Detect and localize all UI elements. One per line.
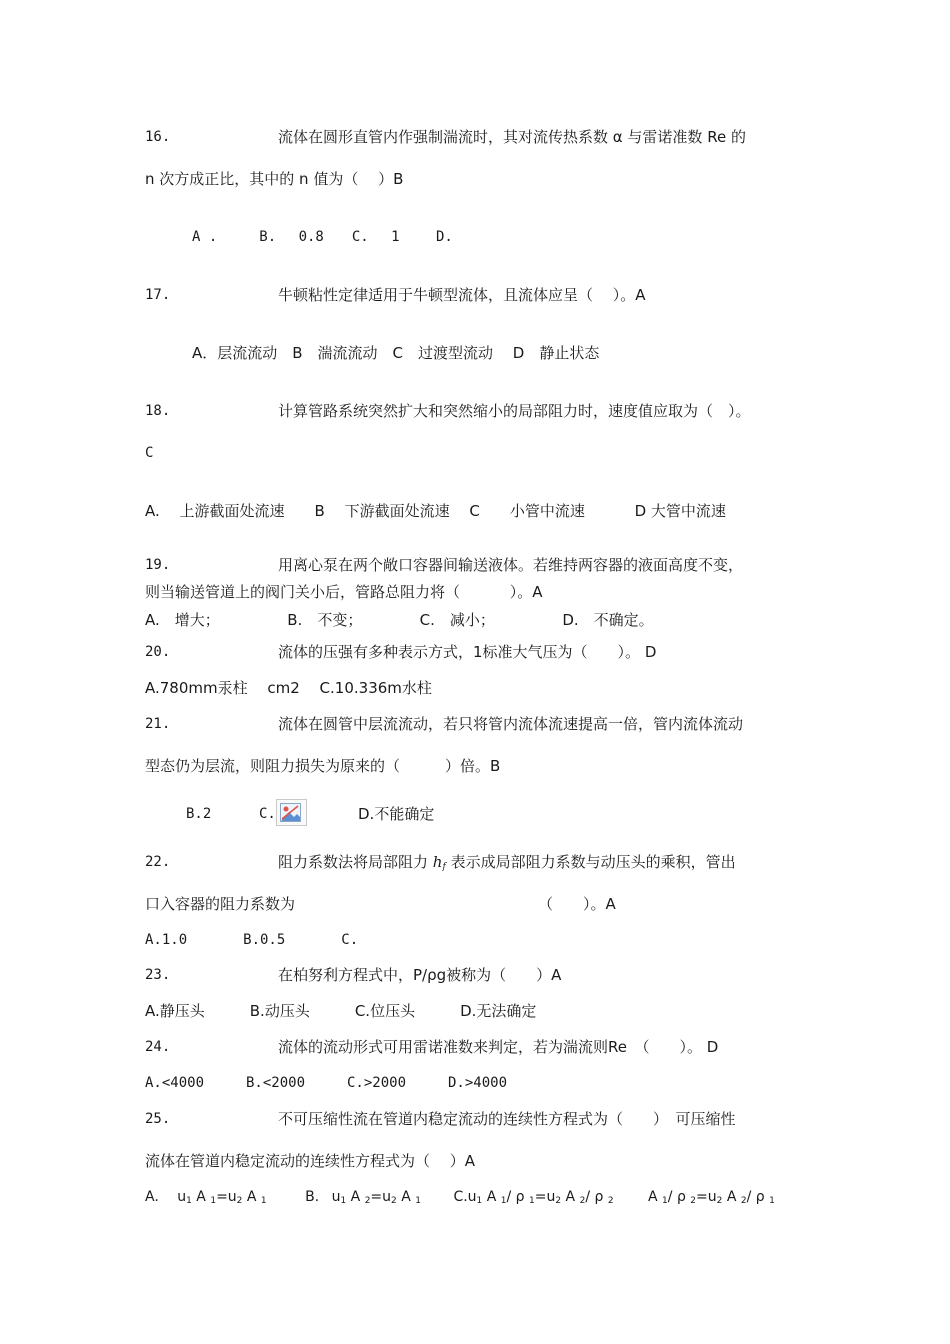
q19-line1: 用离心泵在两个敞口容器间输送液体。若维持两容器的液面高度不变，: [278, 556, 744, 574]
q18-number: 18.: [145, 403, 171, 419]
q17-number: 17.: [145, 287, 171, 303]
q21-option-c: C.: [259, 806, 276, 822]
q25-formula-a: $u_1$ A $_1=u_2$ A $_1$: [177, 1189, 267, 1206]
q21-option-b: B.2: [186, 806, 212, 822]
q23-line1: 在柏努利方程式中，P/ρg被称为（ ）A: [278, 966, 562, 984]
broken-image-icon: [276, 799, 307, 826]
q24-line1: 流体的流动形式可用雷诺准数来判定，若为湍流则Re （ ）。 D: [278, 1038, 719, 1056]
q18-line1: 计算管路系统突然扩大和突然缩小的局部阻力时，速度值应取为（ ）。: [278, 402, 751, 420]
q24-options: A.<4000 B.<2000 C.>2000 D.>4000: [145, 1075, 508, 1091]
q16-number: 16.: [145, 129, 171, 145]
q16-options: A . B. 0.8 C. 1 D.: [192, 229, 453, 245]
q22-answer: （ ）。A: [538, 895, 616, 913]
q21-line1: 流体在圆管中层流流动，若只将管内流体流速提高一倍，管内流体流动: [278, 715, 744, 733]
q25-option-b: B.: [305, 1189, 320, 1205]
q25-formula-d: A $_1$/ ρ $_2=u_2$ A $_2$/ ρ $_1$: [648, 1189, 775, 1206]
q22-hf-var: [433, 853, 446, 871]
q17-options: A．层流流动 B 湍流流动 C 过渡型流动 D 静止状态: [192, 344, 600, 362]
q19-line2: 则当输送管道上的阀门关小后，管路总阻力将（ ）。A: [145, 583, 543, 601]
q23-number: 23.: [145, 967, 171, 983]
q23-options: A.静压头 B.动压头 C.位压头 D.无法确定: [145, 1002, 537, 1020]
q22-line2: 口入容器的阻力系数为: [145, 895, 296, 913]
q20-options: A.780mm汞柱 cm2 C.10.336m水柱: [145, 679, 432, 697]
q22-line1-pre: 阻力系数法将局部阻力: [278, 853, 429, 871]
q25-formula-b: $u_1$ A $_2=u_2$ A $_1$: [331, 1189, 421, 1206]
q17-line1: 牛顿粘性定律适用于牛顿型流体，且流体应呈（ ）。A: [278, 286, 646, 304]
q21-number: 21.: [145, 716, 171, 732]
q22-h: h: [432, 853, 443, 871]
q22-hf-sub: f: [442, 862, 446, 872]
q16-line2: n 次方成正比，其中的 n 值为（ ）B: [145, 170, 404, 188]
q20-line1: 流体的压强有多种表示方式，1标准大气压为（ ）。 D: [278, 643, 657, 661]
q16-line1: 流体在圆形直管内作强制湍流时，其对流传热系数 α 与雷诺准数 Re 的: [278, 128, 746, 146]
q24-number: 24.: [145, 1039, 171, 1055]
q21-option-d: D.不能确定: [358, 805, 435, 823]
q18-line2: C: [145, 445, 154, 461]
q20-number: 20.: [145, 644, 171, 660]
q25-option-c: C.: [453, 1189, 468, 1205]
q22-number: 22.: [145, 854, 171, 870]
q25-number: 25.: [145, 1111, 171, 1127]
q22-line1: [278, 852, 736, 877]
q22-line1-post: 表示成局部阻力系数与动压头的乘积，管出: [450, 853, 736, 871]
q19-options: A. 增大； B. 不变； C. 减小； D. 不确定。: [145, 611, 654, 629]
q25-options: [145, 1187, 775, 1211]
q18-options: A. 上游截面处流速 B 下游截面处流速 C 小管中流速 D 大管中流速: [145, 502, 726, 520]
q25-formula-c: $u_1$ A $_1$/ ρ $_1=u_2$ A $_2$/ ρ $_2$: [467, 1189, 614, 1206]
q25-line1: 不可压缩性流在管道内稳定流动的连续性方程式为（ ） 可压缩性: [278, 1110, 736, 1128]
q19-number: 19.: [145, 557, 171, 573]
q25-line2: 流体在管道内稳定流动的连续性方程式为（ ）A: [145, 1152, 476, 1170]
q22-options: A.1.0 B.0.5 C.: [145, 932, 359, 948]
q25-option-a: A.: [145, 1189, 159, 1205]
q21-line2: 型态仍为层流，则阻力损失为原来的（ ）倍。B: [145, 757, 501, 775]
